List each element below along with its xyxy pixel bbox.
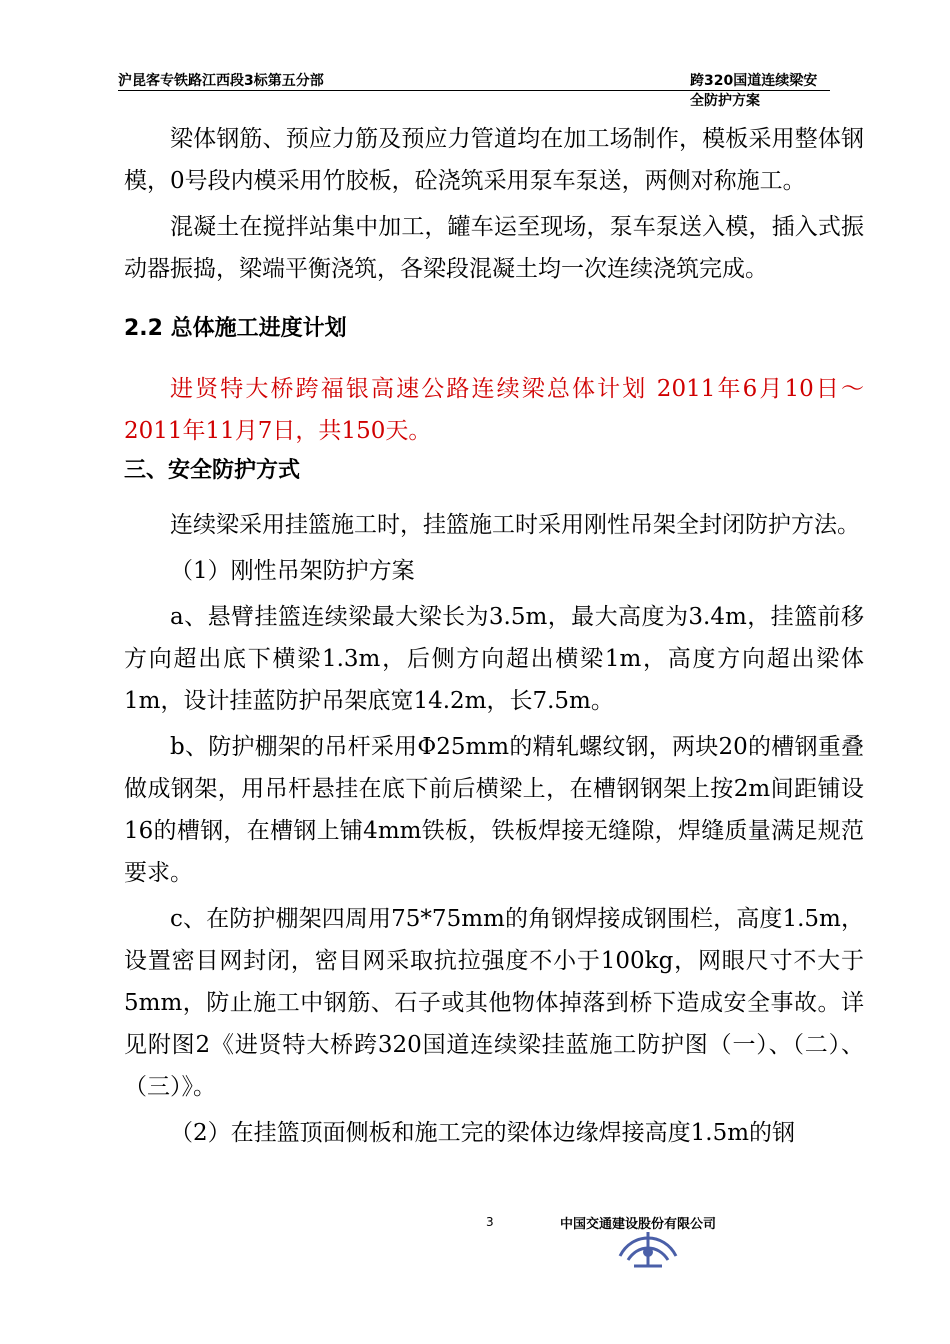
company-logo-icon <box>612 1226 684 1270</box>
paragraph-concrete: 混凝土在搅拌站集中加工，罐车运至现场，泵车泵送入模，插入式振动器振捣，梁端平衡浇筑，各梁段混凝土均一次连续浇筑完成。 <box>124 214 864 282</box>
header-project-name: 沪昆客专铁路江西段3标第五分部 <box>118 73 324 89</box>
paragraph-item-c: c、在防护棚架四周用75*75mm的角钢焊接成钢围栏，高度1.5m，设置密目网封闭，密目网采取抗拉强度不小于100kg，网眼尺寸不大于5mm，防止施工中钢筋、石子或其他物体掉落到桥下造成安全事故。详见附图2《进贤特大桥跨320国道连续梁挂蓝施工防护图（一）、（二）、（三）》。 <box>124 906 864 1100</box>
paragraph-formwork: 梁体钢筋、预应力筋及预应力管道均在加工场制作，模板采用整体钢模，0号段内模采用竹胶板，砼浇筑采用泵车泵送，两侧对称施工。 <box>124 126 864 194</box>
page-number: 3 <box>486 1215 494 1229</box>
document-body <box>124 118 864 1158</box>
paragraph-item-a: a、悬臂挂篮连续梁最大梁长为3.5m，最大高度为3.4m，挂篮前移方向超出底下横梁1.3m，后侧方向超出横梁1m，高度方向超出梁体1m，设计挂蓝防护吊架底宽14.2m，长7.5m。 <box>124 604 864 714</box>
header-document-title: 跨320国道连续梁安全防护方案 <box>690 73 818 109</box>
heading-schedule: 2.2 总体施工进度计划 <box>124 316 347 341</box>
paragraph-protection-method: 连续梁采用挂篮施工时，挂篮施工时采用刚性吊架全封闭防护方法。 <box>170 512 860 538</box>
paragraph-item-b: b、防护棚架的吊杆采用Φ25mm的精轧螺纹钢，两块20的槽钢重叠做成钢架，用吊杆悬挂在底下前后横梁上，在槽钢钢架上按2m间距铺设16的槽钢，在槽钢上铺4mm铁板，铁板焊接无缝隙，焊缝质量满足规范要求。 <box>124 734 864 886</box>
page-header <box>118 70 830 109</box>
footer-company-name: 中国交通建设股份有限公司 <box>560 1217 717 1232</box>
paragraph-rigid-hanger-title: （1）刚性吊架防护方案 <box>170 558 415 584</box>
paragraph-schedule-plan: 进贤特大桥跨福银高速公路连续梁总体计划 2011年6月10日～2011年11月7日，共150天。 <box>124 376 864 444</box>
heading-safety-methods: 三、安全防护方式 <box>124 458 301 483</box>
paragraph-item-2: （2）在挂篮顶面侧板和施工完的梁体边缘焊接高度1.5m的钢 <box>170 1120 796 1146</box>
